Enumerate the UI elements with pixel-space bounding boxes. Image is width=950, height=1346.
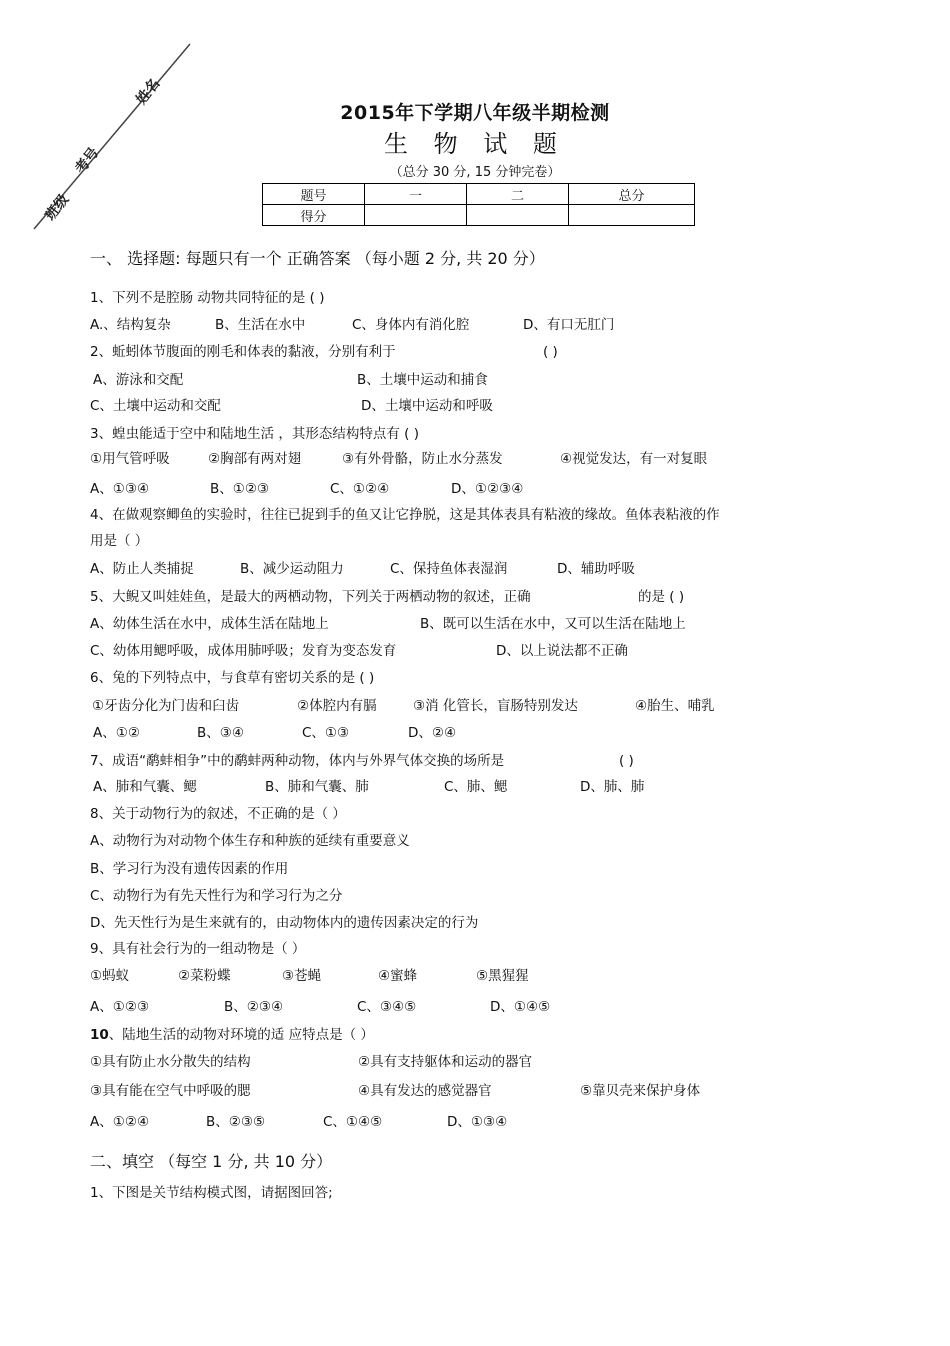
option: B、②③⑤	[206, 1114, 266, 1130]
question-stem-10	[90, 1026, 374, 1044]
item: ②体腔内有膈	[297, 698, 377, 714]
option: B、土壤中运动和捕食	[357, 372, 488, 388]
question-stem: 6、兔的下列特点中，与食草有密切关系的是 ( )	[90, 670, 375, 686]
score-table-header: 总分	[569, 184, 695, 205]
score-cell[interactable]	[467, 205, 569, 226]
option: C、肺、鳃	[444, 779, 508, 795]
option: D、②④	[408, 725, 457, 741]
option: B、②③④	[224, 999, 284, 1015]
answer-bracket: ( )	[543, 344, 558, 360]
score-table-header: 一	[365, 184, 467, 205]
question-stem: 4、在做观察鲫鱼的实验时，往往已捉到手的鱼又让它挣脱，这是其体表具有粘液的缘故。鱼体表粘液的作	[90, 507, 720, 523]
subject-title: 生 物 试 题	[384, 130, 566, 158]
option: B、学习行为没有遗传因素的作用	[90, 861, 289, 877]
option: B、减少运动阻力	[240, 561, 344, 577]
question-stem: 5、大鲵又叫娃娃鱼，是最大的两栖动物，下列关于两栖动物的叙述，正确	[90, 589, 531, 605]
item: ②具有支持躯体和运动的器官	[358, 1054, 533, 1070]
option: B、①②③	[210, 481, 270, 497]
option: C、动物行为有先天性行为和学习行为之分	[90, 888, 343, 904]
score-cell[interactable]	[569, 205, 695, 226]
question-stem: 8、关于动物行为的叙述，不正确的是（ ）	[90, 806, 346, 822]
option: D、先天性行为是生来就有的，由动物体内的遗传因素决定的行为	[90, 915, 479, 931]
item: ①具有防止水分散失的结构	[90, 1054, 251, 1070]
option: A、游泳和交配	[93, 372, 184, 388]
option: A、动物行为对动物个体生存和种族的延续有重要意义	[90, 833, 410, 849]
exam-number-label: 考号	[72, 144, 103, 177]
item: ①蚂蚁	[90, 968, 130, 984]
score-table-score-row	[263, 205, 695, 226]
exam-title: 2015年下学期八年级半期检测	[340, 102, 610, 124]
score-table-header-row	[263, 184, 695, 205]
option: B、肺和气囊、肺	[265, 779, 369, 795]
item: ⑤靠贝壳来保护身体	[580, 1083, 701, 1099]
option: A、肺和气囊、鳃	[93, 779, 197, 795]
option: B、既可以生活在水中，又可以生活在陆地上	[420, 616, 686, 632]
option: D、有口无肛门	[523, 317, 615, 333]
fill-question-1: 1、下图是关节结构模式图，请据图回答;	[90, 1185, 333, 1201]
option: D、肺、肺	[580, 779, 645, 795]
item: ④具有发达的感觉器官	[358, 1083, 492, 1099]
option: D、①②③④	[451, 481, 524, 497]
item: ④蜜蜂	[378, 968, 418, 984]
option: A.、结构复杂	[90, 317, 171, 333]
option: B、③④	[197, 725, 244, 741]
section1-heading: 一、 选择题: 每题只有一个 正确答案 （每小题 2 分, 共 20 分）	[90, 249, 545, 268]
option: C、①④⑤	[323, 1114, 383, 1130]
option: C、幼体用鳃呼吸，成体用肺呼吸；发育为变态发育	[90, 643, 397, 659]
option: D、①③④	[447, 1114, 508, 1130]
option: C、保持鱼体表湿润	[390, 561, 508, 577]
question-stem-continued: 用是（ ）	[90, 533, 149, 549]
option: B、生活在水中	[215, 317, 306, 333]
option: A、①②④	[90, 1114, 150, 1130]
answer-bracket: ( )	[619, 753, 634, 769]
option: C、①③	[302, 725, 350, 741]
item: ④视觉发达，有一对复眼	[560, 451, 708, 467]
option: D、土壤中运动和呼吸	[361, 398, 493, 414]
section2-heading: 二、填空 （每空 1 分, 共 10 分）	[90, 1152, 333, 1171]
class-label: 班级	[42, 191, 73, 224]
option: A、①③④	[90, 481, 150, 497]
score-table	[262, 183, 695, 226]
item: ①用气管呼吸	[90, 451, 170, 467]
item: ②菜粉蝶	[178, 968, 231, 984]
question-number: 10	[90, 1027, 109, 1043]
question-stem-text: 、陆地生活的动物对环境的适 应特点是（ ）	[108, 1027, 374, 1043]
question-stem: 1、下列不是腔肠 动物共同特征的是 ( )	[90, 290, 325, 306]
item: ③消 化管长，盲肠特别发达	[413, 698, 578, 714]
option: D、①④⑤	[490, 999, 551, 1015]
option: D、辅助呼吸	[557, 561, 635, 577]
score-table-header: 题号	[263, 184, 365, 205]
option: C、①②④	[330, 481, 390, 497]
option: A、①②	[93, 725, 140, 741]
question-stem-tail: 的是 ( )	[638, 589, 685, 605]
item: ③具有能在空气中呼吸的腮	[90, 1083, 251, 1099]
item: ③有外骨骼，防止水分蒸发	[342, 451, 503, 467]
question-stem: 9、具有社会行为的一组动物是（ ）	[90, 941, 306, 957]
item: ①牙齿分化为门齿和臼齿	[92, 698, 240, 714]
score-note: （总分 30 分, 15 分钟完卷）	[389, 165, 561, 180]
item: ④胎生、哺乳	[635, 698, 715, 714]
item: ②胸部有两对翅	[208, 451, 302, 467]
option: C、身体内有消化腔	[352, 317, 470, 333]
score-table-header: 二	[467, 184, 569, 205]
option: A、①②③	[90, 999, 150, 1015]
question-stem: 3、蝗虫能适于空中和陆地生活 ，其形态结构特点有 ( )	[90, 426, 419, 442]
option: D、以上说法都不正确	[496, 643, 628, 659]
name-label: 姓名	[133, 75, 164, 108]
option: C、土壤中运动和交配	[90, 398, 221, 414]
option: C、③④⑤	[357, 999, 417, 1015]
item: ⑤黑猩猩	[476, 968, 529, 984]
item: ③苍蝇	[282, 968, 322, 984]
question-stem: 2、蚯蚓体节腹面的刚毛和体表的黏液，分别有利于	[90, 344, 396, 360]
option: A、幼体生活在水中，成体生活在陆地上	[90, 616, 329, 632]
score-row-label: 得分	[263, 205, 365, 226]
score-cell[interactable]	[365, 205, 467, 226]
question-stem: 7、成语“鹬蚌相争”中的鹬蚌两种动物，体内与外界气体交换的场所是	[90, 753, 505, 769]
option: A、防止人类捕捉	[90, 561, 194, 577]
